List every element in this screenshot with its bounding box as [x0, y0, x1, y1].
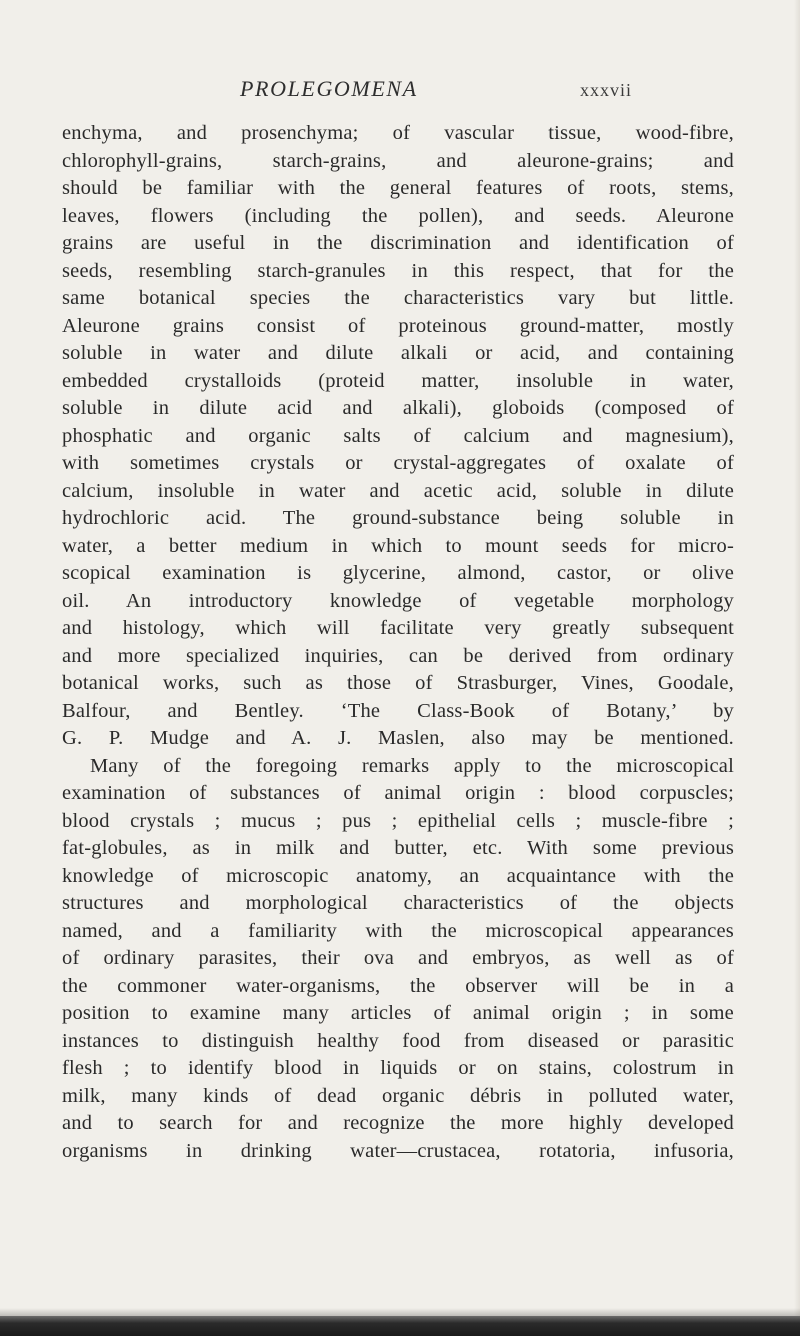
page-bottom-edge	[0, 1316, 800, 1336]
text-line: instances to distinguish healthy food from diseased or parasitic	[62, 1029, 734, 1052]
text-line: of ordinary parasites, their ova and embryos, as well as of	[62, 947, 734, 969]
paragraph-start-line: Many of the foregoing remarks apply to the microscopical	[90, 754, 734, 777]
text-line: structures and morphological characteristics of the objects	[62, 892, 734, 914]
text-line: hydrochloric acid. The ground-substance being soluble in	[62, 507, 734, 529]
text-line: flesh ; to identify blood in liquids or on stains, colostrum in	[62, 1057, 734, 1079]
text-line: the commoner water-organisms, the observer will be in a	[62, 974, 734, 997]
text-line: knowledge of microscopic anatomy, an acquaintance with the	[62, 864, 734, 887]
page-header	[0, 72, 800, 112]
text-line: position to examine many articles of animal origin ; in some	[62, 1002, 734, 1024]
text-line: and more specialized inquiries, can be derived from ordinary	[62, 644, 734, 667]
text-line: leaves, flowers (including the pollen), and seeds. Aleurone	[62, 204, 734, 227]
text-line: examination of substances of animal origin : blood corpuscles;	[62, 782, 734, 804]
text-line: botanical works, such as those of Strasburger, Vines, Goodale,	[62, 672, 734, 694]
text-line: seeds, resembling starch-granules in this respect, that for the	[62, 259, 734, 282]
text-line: and to search for and recognize the more highly developed	[62, 1112, 734, 1134]
text-line: named, and a familiarity with the microscopical appearances	[62, 919, 734, 942]
text-line: phosphatic and organic salts of calcium and magnesium),	[62, 424, 734, 447]
text-line: grains are useful in the discrimination and identification of	[62, 232, 734, 254]
text-line: calcium, insoluble in water and acetic acid, soluble in dilute	[62, 479, 734, 502]
page-number: xxxvii	[580, 80, 633, 100]
text-line: fat-globules, as in milk and butter, etc. With some previous	[62, 837, 734, 859]
text-line: same botanical species the characteristics vary but little.	[62, 287, 734, 309]
running-head: PROLEGOMENA	[240, 76, 418, 101]
text-line: Aleurone grains consist of proteinous ground-matter, mostly	[62, 314, 734, 337]
text-line: milk, many kinds of dead organic débris in polluted water,	[62, 1084, 734, 1107]
text-line: water, a better medium in which to mount seeds for micro-	[62, 534, 734, 557]
page-edge	[794, 0, 800, 1336]
text-line: soluble in dilute acid and alkali), globoids (composed of	[62, 397, 734, 419]
text-line: with sometimes crystals or crystal-aggregates of oxalate of	[62, 452, 734, 474]
text-line: chlorophyll-grains, starch-grains, and aleurone-grains; and	[62, 149, 734, 172]
text-line: and histology, which will facilitate very greatly subsequent	[62, 617, 734, 639]
text-line: G. P. Mudge and A. J. Maslen, also may be mentioned.	[62, 727, 734, 749]
text-line: embedded crystalloids (proteid matter, insoluble in water,	[62, 369, 734, 392]
text-line: oil. An introductory knowledge of vegetable morphology	[62, 589, 734, 612]
text-line: Balfour, and Bentley. ‘The Class-Book of Botany,’ by	[62, 699, 734, 722]
text-line: enchyma, and prosenchyma; of vascular tissue, wood-fibre,	[62, 122, 734, 144]
text-line: soluble in water and dilute alkali or acid, and containing	[62, 342, 734, 364]
text-line: blood crystals ; mucus ; pus ; epithelial cells ; muscle-fibre ;	[62, 809, 734, 832]
text-line: should be familiar with the general features of roots, stems,	[62, 177, 734, 199]
text-line: scopical examination is glycerine, almond, castor, or olive	[62, 562, 734, 584]
body-text	[62, 120, 734, 1165]
text-line: organisms in drinking water—crustacea, rotatoria, infusoria,	[62, 1139, 734, 1162]
